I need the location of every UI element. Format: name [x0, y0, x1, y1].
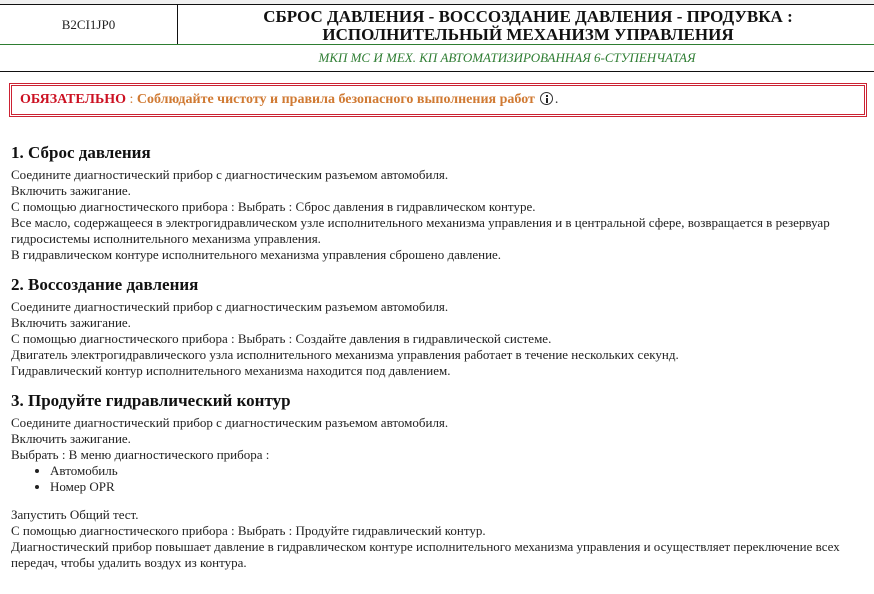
warning-trailing: . — [554, 92, 559, 107]
section-heading: 2. Воссоздание давления — [11, 275, 199, 294]
procedure-content — [11, 142, 867, 582]
vehicle-subtitle: МКП МС И МЕХ. КП АВТОМАТИЗИРОВАННАЯ 6-СТУПЕНЧАТАЯ — [318, 50, 696, 65]
list-item: • Автомобиль — [50, 463, 867, 479]
section-heading: 1. Сброс давления — [11, 143, 151, 162]
warning-separator: : — [126, 92, 137, 107]
step-line: Соедините диагностический прибор с диагностическим разъемом автомобиля. — [11, 299, 449, 314]
warning-text: Соблюдайте чистоту и правила безопасного выполнения работ — [136, 92, 535, 107]
step-line: В гидравлическом контуре исполнительного механизма управления сброшено давление. — [11, 247, 502, 262]
step-line: Соедините диагностический прибор с диагностическим разъемом автомобиля. — [11, 415, 449, 430]
step-line: Выбрать : В меню диагностического прибора : — [11, 447, 270, 462]
step-line: Двигатель электрогидравлического узла исполнительного механизма управления работает в течение нескольких секунд. — [11, 347, 679, 362]
step-line: С помощью диагностического прибора : Выбрать : Сброс давления в гидравлическом контуре. — [11, 199, 536, 214]
step-line: Диагностический прибор повышает давление в гидравлическом контуре исполнительного механизма управления и осуществляет переключение всех передач, чтобы удалить воздух из контура. — [11, 539, 840, 570]
step-line: Включить зажигание. — [11, 315, 131, 330]
mandatory-warning-box — [9, 83, 867, 117]
menu-path-list — [11, 463, 867, 495]
step-line: С помощью диагностического прибора : Выбрать : Создайте давления в гидравлической системе. — [11, 331, 552, 346]
document-code: B2CI1JP0 — [0, 5, 178, 44]
section-pressure-release — [11, 142, 867, 263]
step-line: С помощью диагностического прибора : Выбрать : Продуйте гидравлический контур. — [11, 523, 486, 538]
document-header — [0, 5, 874, 45]
page-title: СБРОС ДАВЛЕНИЯ - ВОССОЗДАНИЕ ДАВЛЕНИЯ - ПРОДУВКА : ИСПОЛНИТЕЛЬНЫЙ МЕХАНИЗМ УПРАВЛЕНИЯ — [263, 7, 793, 44]
step-line: Соедините диагностический прибор с диагностическим разъемом автомобиля. — [11, 167, 449, 182]
subtitle-row — [0, 45, 874, 72]
list-item: • Номер OPR — [50, 479, 867, 495]
warning-inner — [11, 85, 865, 115]
section-pressure-restore — [11, 274, 867, 379]
warning-label: ОБЯЗАТЕЛЬНО — [20, 92, 127, 107]
step-line: Включить зажигание. — [11, 431, 131, 446]
step-line: Запустить Общий тест. — [11, 507, 139, 522]
section-heading: 3. Продуйте гидравлический контур — [11, 391, 291, 410]
step-line: Гидравлический контур исполнительного механизма находится под давлением. — [11, 363, 451, 378]
step-line: Включить зажигание. — [11, 183, 131, 198]
step-line: Все масло, содержащееся в электрогидравлическом узле исполнительного механизма управления и в центральной сфере, возвращается в резервуар гидросистемы исполнительного механизма управления. — [11, 215, 830, 246]
info-circle-icon[interactable] — [540, 92, 553, 105]
section-bleed-circuit — [11, 390, 867, 571]
